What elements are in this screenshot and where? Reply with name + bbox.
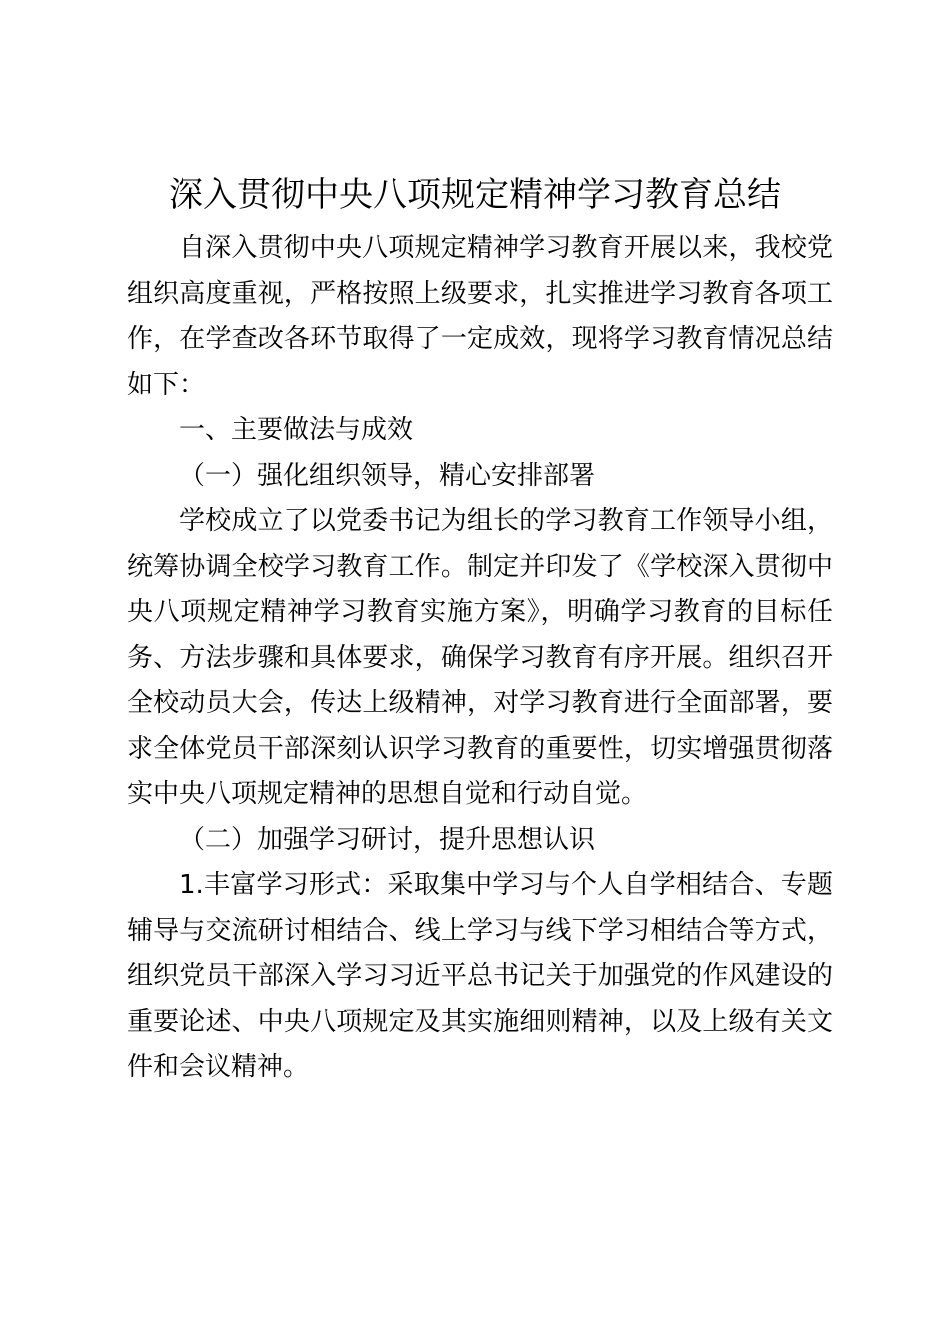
- document-body: [127, 226, 833, 1091]
- subsection-heading-organization: （一）强化组织领导，精心安排部署: [179, 460, 596, 491]
- subsection-heading-study: （二）加强学习研讨，提升思想认识: [179, 824, 596, 855]
- study-forms-paragraph: 1.丰富学习形式：采取集中学习与个人自学相结合、专题辅导与交流研讨相结合、线上学习与线下学习相结合等方式，组织党员干部深入学习习近平总书记关于加强党的作风建设的重要论述、中央八项规定及其实施细则精神，以及上级有关文件和会议精神。: [127, 870, 833, 1082]
- organization-paragraph: 学校成立了以党委书记为组长的学习教育工作领导小组，统筹协调全校学习教育工作。制定并印发了《学校深入贯彻中央八项规定精神学习教育实施方案》，明确学习教育的目标任务、方法步骤和具体要求，确保学习教育有序开展。组织召开全校动员大会，传达上级精神，对学习教育进行全面部署，要求全体党员干部深刻认识学习教育的重要性，切实增强贯彻落实中央八项规定精神的思想自觉和行动自觉。: [127, 506, 833, 809]
- section-heading-main-practices: 一、主要做法与成效: [179, 415, 414, 445]
- intro-paragraph: 自深入贯彻中央八项规定精神学习教育开展以来，我校党组织高度重视，严格按照上级要求，扎实推进学习教育各项工作，在学查改各环节取得了一定成效，现将学习教育情况总结如下：: [127, 233, 833, 400]
- document-title: 深入贯彻中央八项规定精神学习教育总结: [169, 175, 781, 215]
